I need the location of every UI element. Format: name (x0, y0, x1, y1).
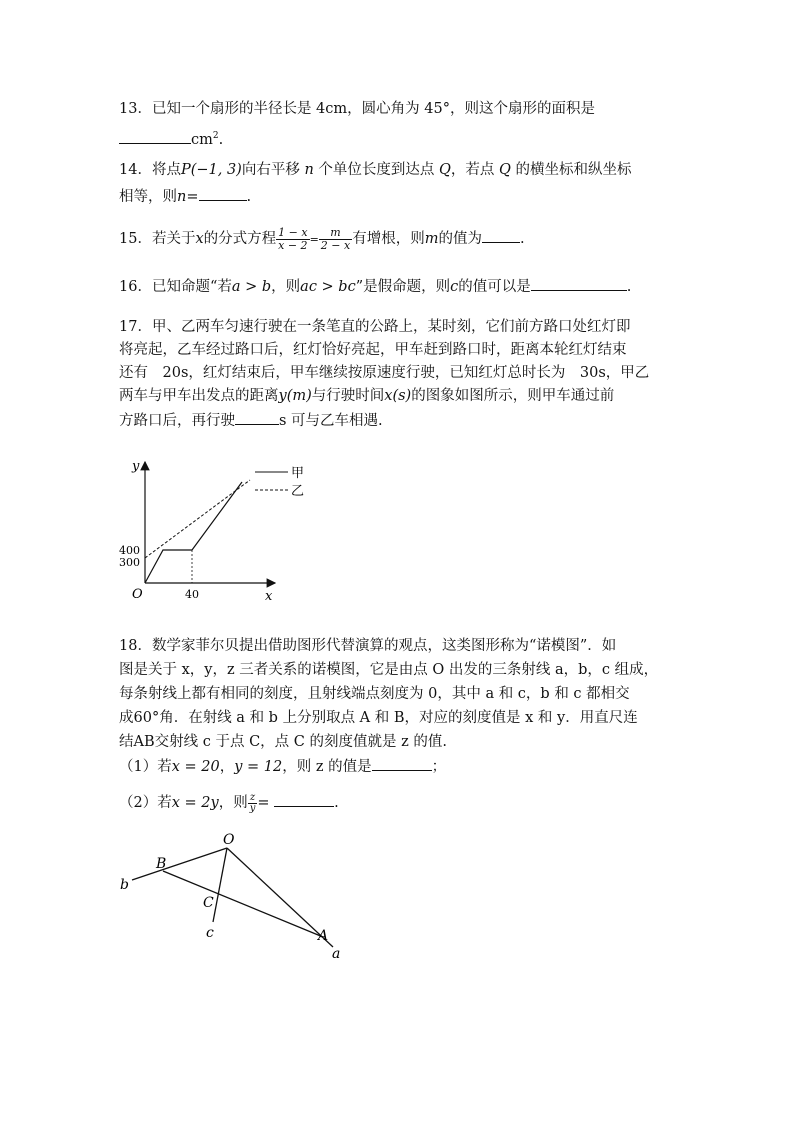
q14-n: n (304, 162, 314, 178)
q17-line5a: 方路口后，再行驶 (119, 413, 235, 429)
label-c: c (206, 925, 214, 941)
q17-line4b: 与行驶时间 (311, 388, 385, 404)
ray-c (213, 848, 227, 922)
q14-n2: n (177, 189, 187, 205)
q17-graph (110, 450, 310, 610)
q18-sub2 (119, 790, 339, 816)
q18-sub1d: y = 12 (234, 759, 283, 775)
q14-Q: Q (439, 162, 451, 178)
q16-line (119, 276, 631, 297)
q17-yi-line (145, 480, 250, 558)
q13-line1 (119, 99, 595, 119)
q15-m: m (424, 231, 439, 247)
q15-prefix: 15．若关于 (119, 231, 196, 247)
q15-end: . (519, 231, 525, 247)
q18-sub2-fraction (248, 793, 258, 814)
q14-answer-blank[interactable] (199, 186, 247, 201)
q16-prefix: 16．已知命题“若 (119, 279, 232, 295)
q15-x: x (195, 231, 204, 247)
q16-concl: ac > bc (300, 279, 356, 295)
q16-c: c (450, 279, 459, 295)
q15-frac1-num: 1 − x (278, 225, 308, 239)
q13-unit: cm (191, 131, 213, 148)
q18-sub1c: ， (219, 759, 235, 775)
q17-legend-yi: 乙 (291, 484, 305, 499)
q18-sub1b: x = 20 (171, 759, 220, 775)
q17-legend-jia: 甲 (291, 466, 305, 481)
q14-mid4: 的横坐标和纵坐标 (515, 162, 632, 178)
q18-sub1 (119, 756, 446, 777)
q16-answer-blank[interactable] (531, 276, 627, 291)
q17-line4a: 两车与甲车出发点的距离 (119, 388, 279, 404)
q13-text: 13．已知一个扇形的半径长是 4cm，圆心角为 45°，则这个扇形的面积是 (119, 101, 595, 117)
q18-sub2e: . (334, 795, 339, 811)
q18-line5: 结AB交射线 c 于点 C，点 C 的刻度值就是 z 的值. (119, 734, 447, 750)
q17-y-label: y (132, 459, 140, 474)
q17-x-label: x (265, 589, 273, 604)
q16-mid2: ”是假命题，则 (355, 279, 451, 295)
q17-origin: O (132, 587, 143, 602)
q16-mid3: 的值可以是 (458, 279, 531, 295)
q14-end: . (246, 189, 252, 205)
q15-fraction-left (276, 227, 309, 252)
q18-sub2-num: z (248, 793, 258, 804)
q15-frac2-den: 2 − x (320, 238, 351, 252)
q15-fraction-right (319, 227, 352, 252)
q14-mid1: 向右平移 (241, 162, 300, 178)
q18-sub2c: ，则 (218, 795, 248, 811)
q17-tick-300: 300 (119, 556, 140, 569)
q15-line (119, 225, 525, 254)
q18-nomogram (110, 830, 360, 970)
q14-Q2: Q (499, 162, 511, 178)
q18-sub2d: = (257, 795, 270, 811)
q14-point: P(−1, 3) (180, 162, 242, 178)
q17-tick-40: 40 (185, 588, 199, 601)
q18-sub2-answer-blank[interactable] (274, 792, 334, 807)
q15-eq: = (309, 233, 319, 246)
q18-line2: 图是关于 x，y，z 三者关系的诺模图，它是由点 O 出发的三条射线 a，b，c 组成， (119, 662, 659, 678)
q17-ym: y(m) (278, 388, 312, 404)
q18-line1: 18．数学家菲尔贝提出借助图形代替演算的观点，这类图形称为“诺模图”．如 (119, 638, 617, 654)
q18-line4: 成60°角．在射线 a 和 b 上分别取点 A 和 B，对应的刻度值是 x 和 y．用直尺连 (119, 710, 638, 726)
q16-cond: a > b (231, 279, 272, 295)
q15-frac1-den: x − 2 (278, 238, 308, 252)
q16-mid1: ，则 (271, 279, 301, 295)
q17-xs: x(s) (384, 388, 412, 404)
q17-line4 (119, 386, 614, 406)
label-b: b (120, 877, 129, 893)
segment-AB (163, 871, 323, 937)
q18-sub2a: （2）若 (119, 795, 172, 811)
q14-mid3: ，若点 (450, 162, 495, 178)
q15-frac2-num: m (319, 227, 352, 240)
label-O: O (223, 832, 235, 848)
q18-sub1a: （1）若 (119, 759, 172, 775)
q17-line4c: 的图象如图所示，则甲车通过前 (411, 388, 615, 404)
q14-line2 (119, 186, 251, 207)
q13-unit-sup: 2 (212, 131, 219, 141)
label-a: a (332, 946, 341, 962)
q17-line3: 还有 20s，红灯结束后，甲车继续按原速度行驶，已知红灯总时长为 30s，甲乙 (119, 365, 650, 381)
q13-answer-blank[interactable] (119, 129, 191, 144)
q17-line1: 17．甲、乙两车匀速行驶在一条笔直的公路上，某时刻，它们前方路口处红灯即 (119, 319, 631, 335)
label-A: A (318, 928, 329, 944)
q17-line2: 将亮起，乙车经过路口后，红灯恰好亮起，甲车赶到路口时，距离本轮红灯结束 (119, 342, 627, 358)
q17-line5b: s 可与乙车相遇. (279, 413, 383, 429)
q15-mid1: 的分式方程 (203, 231, 277, 247)
q14-line1 (119, 160, 632, 180)
label-B: B (156, 856, 167, 872)
label-C: C (203, 895, 214, 911)
q17-tick-400: 400 (119, 544, 140, 557)
q14-mid2: 个单位长度到达点 (318, 162, 435, 178)
q16-end: . (626, 279, 632, 295)
q18-sub1e: ，则 z 的值是 (282, 759, 372, 775)
q15-mid3: 的值为 (438, 231, 482, 247)
ray-b (132, 848, 227, 880)
q14-prefix: 14．将点 (119, 162, 181, 178)
q18-sub2b: x = 2y (171, 795, 219, 811)
q14-line2a: 相等，则 (119, 189, 177, 205)
q18-sub2-den: y (249, 802, 256, 814)
q13-end: . (218, 131, 224, 148)
q15-mid2: 有增根，则 (352, 231, 425, 247)
q17-answer-blank[interactable] (235, 410, 279, 425)
q18-sub1-answer-blank[interactable] (372, 756, 432, 771)
q18-sub1f: ； (431, 759, 447, 775)
q15-answer-blank[interactable] (482, 228, 520, 243)
q14-eq: = (186, 189, 199, 205)
q13-line2 (119, 126, 223, 150)
q18-line3: 每条射线上都有相同的刻度，且射线端点刻度为 0，其中 a 和 c，b 和 c 都相交 (119, 686, 630, 702)
q17-line5 (119, 410, 383, 431)
